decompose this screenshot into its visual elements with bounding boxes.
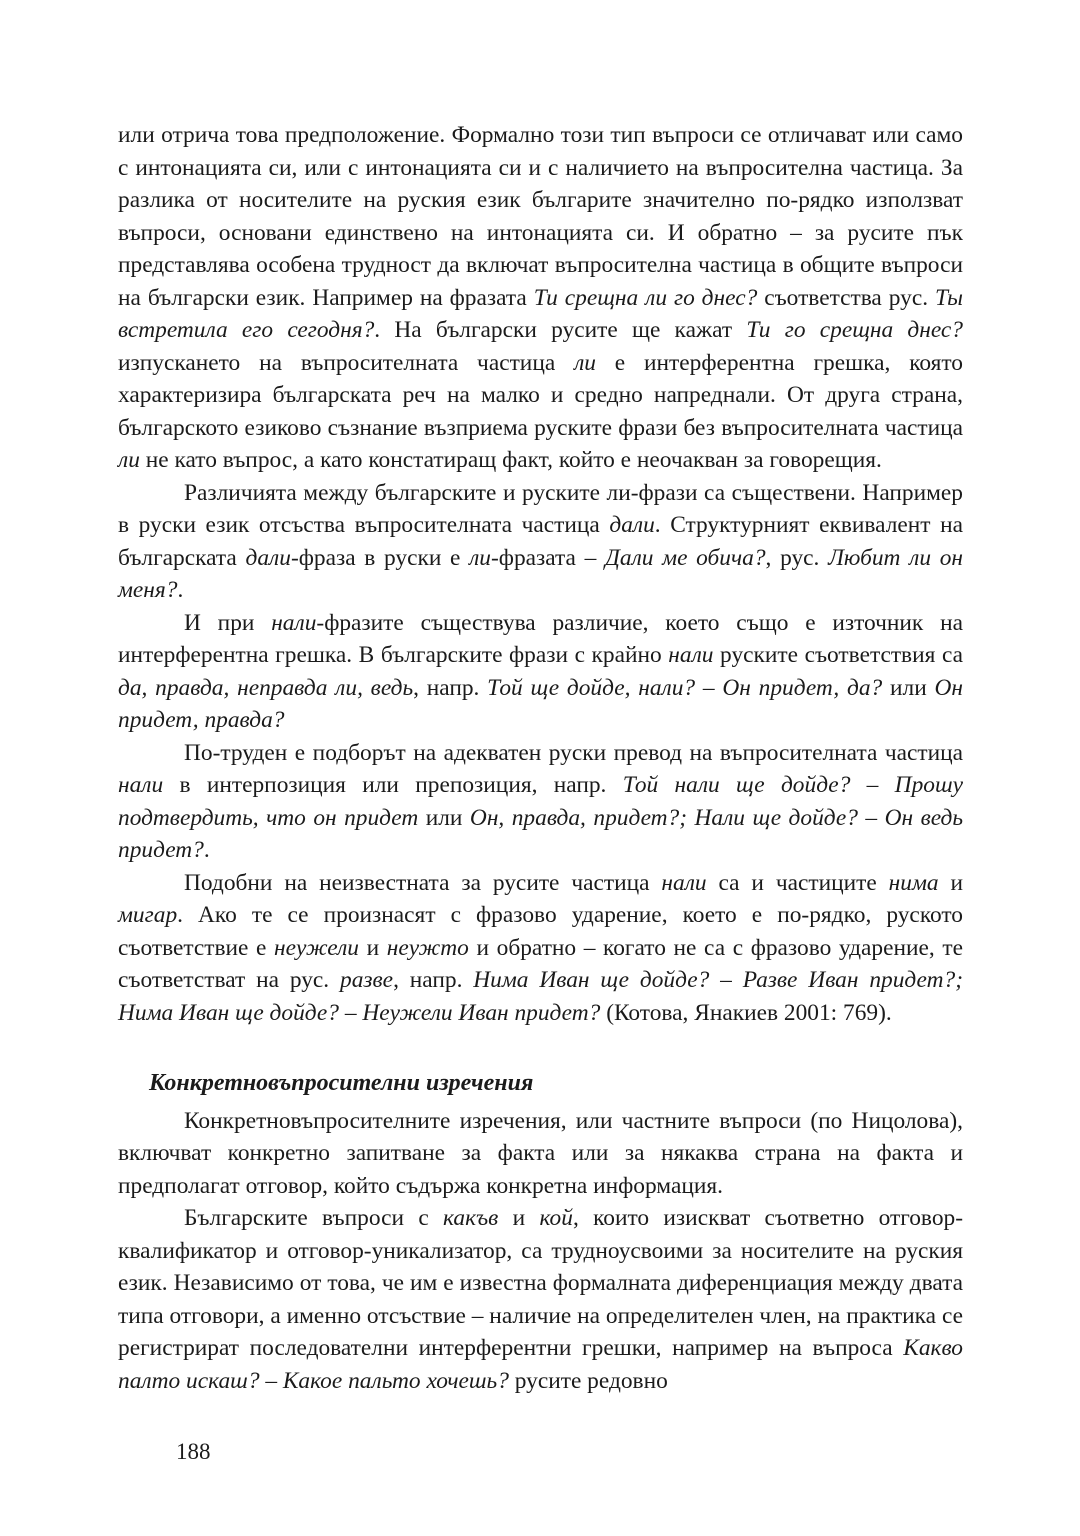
text-run: -фразите съществува различие, което също е източник на интерферентна грешка. В българските фрази с крайно — [118, 609, 963, 668]
paragraph — [118, 607, 963, 737]
italic-text-run: нали — [271, 609, 317, 636]
italic-text-run: ли — [469, 544, 491, 571]
italic-text-run: Ти срещна ли го днес? — [533, 284, 758, 311]
italic-text-run: мигар — [118, 902, 178, 928]
text-run: е интерферентна грешка, която характеризира българската реч на малко и средно напреднали. От друга страна, българското езиково съзнание възприема руските фрази без въпросителната частица — [118, 349, 963, 441]
italic-text-run: нали — [661, 869, 707, 896]
paragraph — [118, 477, 963, 607]
text-run: (Котова, Янакиев 2001: 769). — [600, 999, 892, 1026]
document-page — [118, 119, 963, 1397]
italic-text-run: какъв — [443, 1205, 499, 1231]
italic-text-run: ли — [574, 349, 596, 376]
text-run: Конкретновъпросителните изречения, или частните въпроси (по Ницолова), включват конкретно запитване за факта или за някаква страна на факта и предполагат отговор, който съдържа конкретна информация. — [118, 1107, 963, 1199]
italic-text-run: Той нали ще дойде? – Прошу подтвердить, что он придет — [118, 772, 963, 831]
text-run: не като въпрос, а като констатиращ факт, който е неочакван за говорещия. — [139, 447, 882, 473]
italic-text-run: Ти го срещна днес? — [746, 317, 963, 343]
italic-text-run: дали — [609, 512, 655, 538]
italic-text-run: Ты встретила его сегодня? — [118, 284, 963, 343]
text-run: , напр. — [413, 674, 488, 701]
italic-text-run: ли — [118, 447, 140, 473]
text-run: . Структурният еквивалент на българската — [118, 512, 963, 571]
italic-text-run: Той ще дойде, нали? – Он придет, да? — [487, 674, 883, 701]
italic-text-run: Он придет, правда? — [118, 674, 963, 733]
italic-text-run: нима — [888, 869, 939, 896]
text-run: , рус. — [765, 544, 829, 571]
text-run: , напр. — [393, 967, 474, 993]
text-run: руските съответствия са — [713, 642, 963, 668]
italic-text-run: Нима Иван ще дойде? – Разве Иван придет?; Нима Иван ще дойде? – Неужели Иван придет? — [118, 967, 963, 1026]
text-run: И при — [184, 609, 272, 636]
italic-text-run: Какво палто искаш? – Какое пальто хочешь? — [118, 1335, 963, 1394]
text-run: , които изискват съответно отговор-квалификатор и отговор-уникализатор, са трудноусвоими за носителите на руския език. Независимо от това, че им е известна формалната диференциация между двата типа отговори, а именно отсъствие – наличие на определителен член, на практика се регистрират последователни интерферентни грешки, например на въпроса — [118, 1205, 963, 1361]
italic-text-run: Дали ме обича? — [605, 544, 766, 571]
text-run: русите редовно — [508, 1367, 668, 1394]
italic-text-run: разве — [340, 967, 394, 993]
text-run: . На български русите ще кажат — [374, 317, 747, 343]
italic-text-run: нали — [118, 772, 164, 798]
text-run: изпускането на въпросителната частица — [118, 349, 575, 376]
text-run: са и частиците — [706, 869, 889, 896]
text-run: или отрича това предположение. Формално този тип въпроси се отличават или само с интонацията си, или с интонацията си и с наличието на въпросителна частица. За разлика от носителите на руския език българите значително по-рядко използват въпроси, основани единствено на интонацията си. И обратно – за русите пък представлява особена трудност да включат въпросителна частица в общите въпроси на български език. Например на фразата — [118, 122, 963, 311]
text-run: Българските въпроси с — [184, 1205, 444, 1231]
text-run: или — [882, 674, 935, 701]
italic-text-run: Любит ли он меня? — [118, 544, 964, 603]
text-run: Различията между българските и руските ли-фрази са съществени. Например в руски език отсъства въпросителната частица — [118, 479, 963, 538]
paragraph — [118, 867, 963, 1030]
paragraph — [118, 737, 963, 867]
text-run: . — [177, 577, 184, 603]
text-run: или — [418, 804, 470, 831]
italic-text-run: нали — [668, 642, 714, 668]
italic-text-run: неужто — [386, 934, 469, 961]
text-run: . Ако те се произнасят с фразово ударение, което е по-рядко, руското съответствие е — [118, 902, 963, 961]
text-run: По-труден е подборът на адекватен руски превод на въпросителната частица — [184, 739, 963, 766]
paragraph — [118, 119, 963, 477]
text-run: -фраза в руски е — [290, 544, 470, 571]
italic-text-run: кой — [539, 1205, 573, 1231]
text-run: и — [938, 869, 963, 896]
text-run: и — [498, 1205, 540, 1231]
text-run: в интерпозиция или препозиция, напр. — [163, 772, 623, 798]
text-run: . — [203, 837, 210, 863]
page-number: 188 — [176, 1439, 211, 1464]
text-run: -фразата – — [491, 544, 605, 571]
body-text — [118, 119, 963, 1029]
section-heading: Конкретновъпросителни изречения — [149, 1070, 534, 1096]
italic-text-run: да, правда, неправда ли, ведь — [118, 674, 414, 701]
italic-text-run: Он, правда, придет?; Нали ще дойде? – Он ведь придет? — [118, 804, 963, 863]
paragraph — [118, 1202, 963, 1397]
text-run: Подобни на неизвестната за русите частица — [184, 869, 662, 896]
paragraph — [118, 1105, 963, 1203]
italic-text-run: дали — [245, 544, 291, 571]
text-run: и — [358, 934, 387, 961]
text-run: съответства рус. — [757, 284, 935, 311]
body-text-after-heading — [118, 1105, 963, 1398]
text-run: и обратно – когато не са с фразово ударение, те съответстват на рус. — [118, 934, 963, 993]
italic-text-run: неужели — [274, 934, 359, 961]
